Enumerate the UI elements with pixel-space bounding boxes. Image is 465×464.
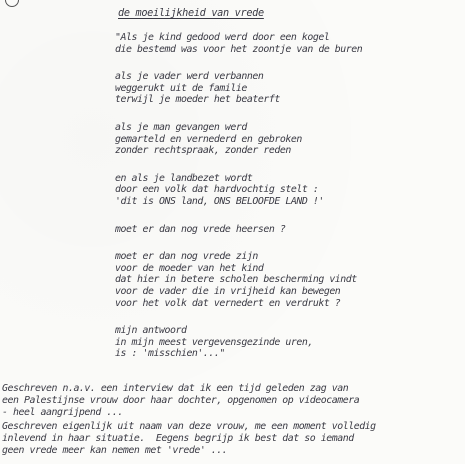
stanza xyxy=(115,325,460,360)
poem-line: 'dit is ONS land, ONS BELOOFDE LAND !' xyxy=(115,195,324,207)
poem-line: in mijn meest vergevensgezinde uren, xyxy=(115,336,313,348)
poem-line: voor het volk dat vernedert en verdrukt ? xyxy=(115,297,341,309)
poem-line: dat hier in betere scholen bescherming vindt xyxy=(115,274,357,286)
poem-line: als je vader werd verbannen xyxy=(115,71,264,83)
poem-line: moet er dan nog vrede heersen ? xyxy=(115,223,286,235)
footer-line: een Palestijnse vrouw door haar dochter, opgenomen op videocamera xyxy=(2,394,360,406)
footer-note xyxy=(2,383,462,457)
footer-line: - heel aangrijpend ... xyxy=(2,406,123,418)
poem-body xyxy=(115,32,460,376)
poem-line: is : 'misschien'..." xyxy=(115,348,225,360)
stanza xyxy=(115,122,460,157)
poem-line: moet er dan nog vrede zijn xyxy=(115,251,258,263)
stanza xyxy=(115,71,460,106)
poem-line: en als je landbezet wordt xyxy=(115,172,253,184)
poem-title: de moeilijkheid van vrede xyxy=(118,8,264,19)
punch-hole xyxy=(5,0,19,7)
poem-line: als je man gevangen werd xyxy=(115,121,247,133)
poem-line: zonder rechtspraak, zonder reden xyxy=(115,145,291,157)
footer-line: Geschreven eigenlijk uit naam van deze vrouw, me een moment volledig xyxy=(2,421,376,433)
footer-line: inlevend in haar situatie. Eegens begrijp ik best dat so iemand xyxy=(2,433,354,445)
poem-line: door een volk dat hardvochtig stelt : xyxy=(115,184,319,196)
stanza xyxy=(115,224,460,236)
poem-line: "Als je kind gedood werd door een kogel xyxy=(115,32,330,43)
poem-line: weggerukt uit de familie xyxy=(115,82,247,94)
poem-line: mijn antwoord xyxy=(115,325,187,337)
footer-line: Geschreven n.a.v. een interview dat ik een tijd geleden zag van xyxy=(2,383,349,394)
footer-line: geen vrede meer kan nemen met 'vrede' ... xyxy=(2,444,228,456)
poem-line: voor de vader die in vrijheid kan bewegen xyxy=(115,285,341,297)
stanza xyxy=(115,32,460,55)
poem-line: voor de moeder van het kind xyxy=(115,262,264,274)
poem-line: terwijl je moeder het beaterft xyxy=(115,94,280,106)
stanza xyxy=(115,251,460,309)
poem-line: die bestemd was voor het zoontje van de buren xyxy=(115,43,363,55)
poem-line: gemarteld en vernederd en gebroken xyxy=(115,133,302,145)
stanza xyxy=(115,173,460,208)
